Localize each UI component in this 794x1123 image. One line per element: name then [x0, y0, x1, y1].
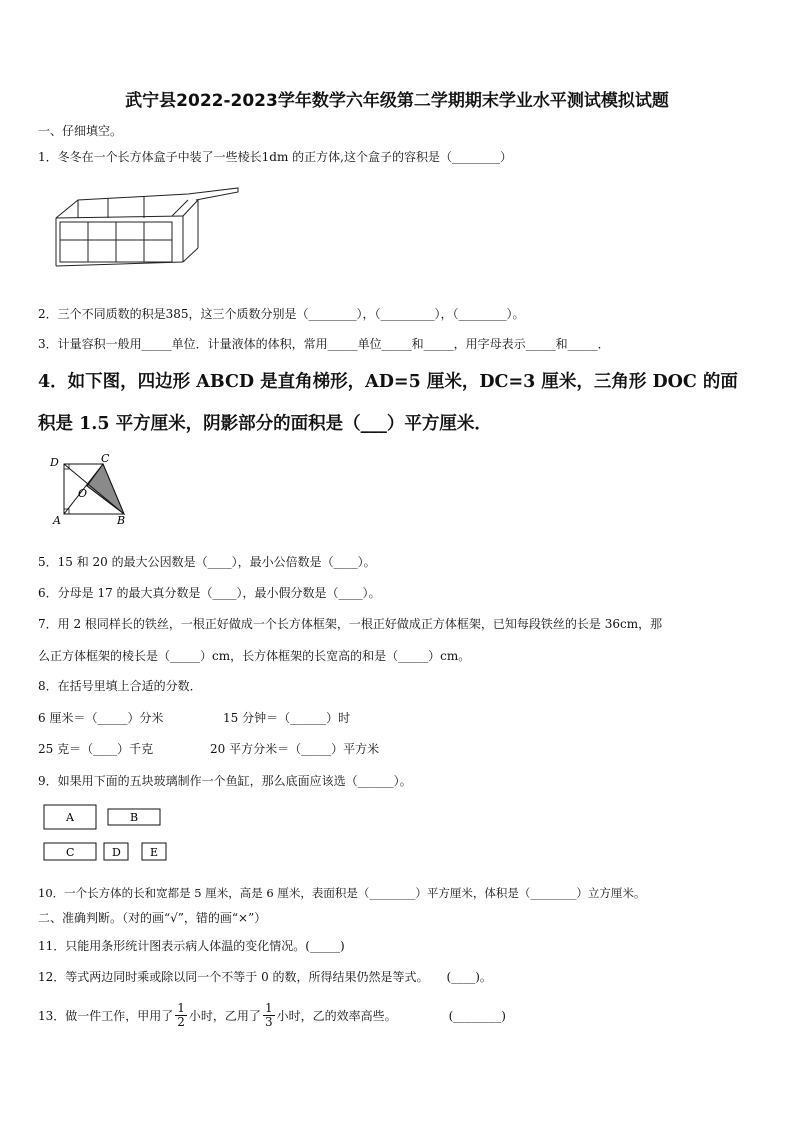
- section-2-heading: 二、准确判断。（对的画“√”，错的画“×”）: [38, 911, 267, 925]
- question-13: [38, 1002, 506, 1029]
- question-13-part-2: 小时，乙用了: [188, 1009, 261, 1023]
- glass-label-d: D: [112, 846, 121, 859]
- question-13-answer-blank: (________): [448, 1008, 506, 1023]
- page-title: 武宁县2022-2023学年数学六年级第二学期期末学业水平测试模拟试题: [125, 91, 669, 111]
- question-1: 1．冬冬在一个长方体盒子中装了一些棱长1dm 的正方体,这个盒子的容积是（________）: [38, 150, 512, 164]
- question-13-part-3: 小时，乙的效率高些。: [276, 1009, 397, 1023]
- glass-label-b: B: [130, 811, 139, 824]
- question-4-line-2: 积是 1.5 平方厘米，阴影部分的面积是（___）平方厘米．: [38, 414, 492, 434]
- section-1-heading: 一、仔细填空。: [38, 124, 123, 138]
- question-12: 12．等式两边同时乘或除以同一个不等于 0 的数，所得结果仍然是等式。 (____)。: [38, 970, 492, 984]
- question-6: 6．分母是 17 的最大真分数是（____），最小假分数是（____）。: [38, 586, 381, 600]
- question-13-part-1: 13．做一件工作，甲用了: [38, 1009, 174, 1023]
- fraction-numerator: 1: [177, 1001, 185, 1015]
- question-8: 8．在括号里填上合适的分数．: [38, 679, 202, 693]
- label-o: O: [78, 487, 88, 500]
- trapezoid-abcd-figure: [46, 452, 136, 532]
- label-a: A: [53, 514, 61, 527]
- question-8-b: 15 分钟＝（______）时: [223, 711, 351, 725]
- fraction-numerator: 1: [264, 1001, 273, 1015]
- question-4-line-1: 4．如下图，四边形 ABCD 是直角梯形，AD=5 厘米，DC=3 厘米，三角形 DOC 的面: [38, 372, 738, 392]
- fraction-one-third: [263, 1002, 275, 1029]
- glass-pieces-figure: [40, 803, 175, 865]
- fraction-one-half: [175, 1002, 187, 1029]
- glass-label-a: A: [66, 811, 74, 824]
- question-7-line-1: 7．用 2 根同样长的铁丝，一根正好做成一个长方体框架，一根正好做成正方体框架，已知每段铁丝的长是 36cm，那: [38, 617, 663, 631]
- glass-label-c: C: [66, 846, 75, 859]
- question-2: 2．三个不同质数的积是385，这三个质数分别是（________），（_________），（________）。: [38, 307, 525, 321]
- question-3: 3．计量容积一般用_____单位．计量液体的体积，常用_____单位_____和_____，用字母表示_____和_____．: [38, 337, 610, 351]
- box-with-cubes-figure: [48, 178, 248, 274]
- glass-label-e: E: [150, 846, 159, 859]
- label-d: D: [50, 456, 59, 469]
- question-11: 11．只能用条形统计图表示病人体温的变化情况。(_____): [38, 939, 345, 953]
- label-c: C: [101, 452, 110, 465]
- question-7-line-2: 么正方体框架的棱长是（_____）cm，长方体框架的长宽高的和是（_____）cm。: [38, 649, 471, 663]
- question-8-a: 6 厘米＝（_____）分米: [38, 711, 164, 725]
- question-5: 5．15 和 20 的最大公因数是（____），最小公倍数是（____）。: [38, 555, 376, 569]
- question-9: 9．如果用下面的五块玻璃制作一个鱼缸，那么底面应该选（______）。: [38, 774, 412, 788]
- question-8-d: 20 平方分米＝（_____）平方米: [210, 742, 380, 756]
- question-10: 10．一个长方体的长和宽都是 5 厘米，高是 6 厘米，表面积是（________）平方厘米，体积是（________）立方厘米。: [38, 886, 646, 900]
- fraction-denominator: 3: [264, 1015, 273, 1029]
- label-b: B: [117, 514, 126, 527]
- fraction-denominator: 2: [177, 1015, 185, 1029]
- question-8-c: 25 克＝（____）千克: [38, 742, 154, 756]
